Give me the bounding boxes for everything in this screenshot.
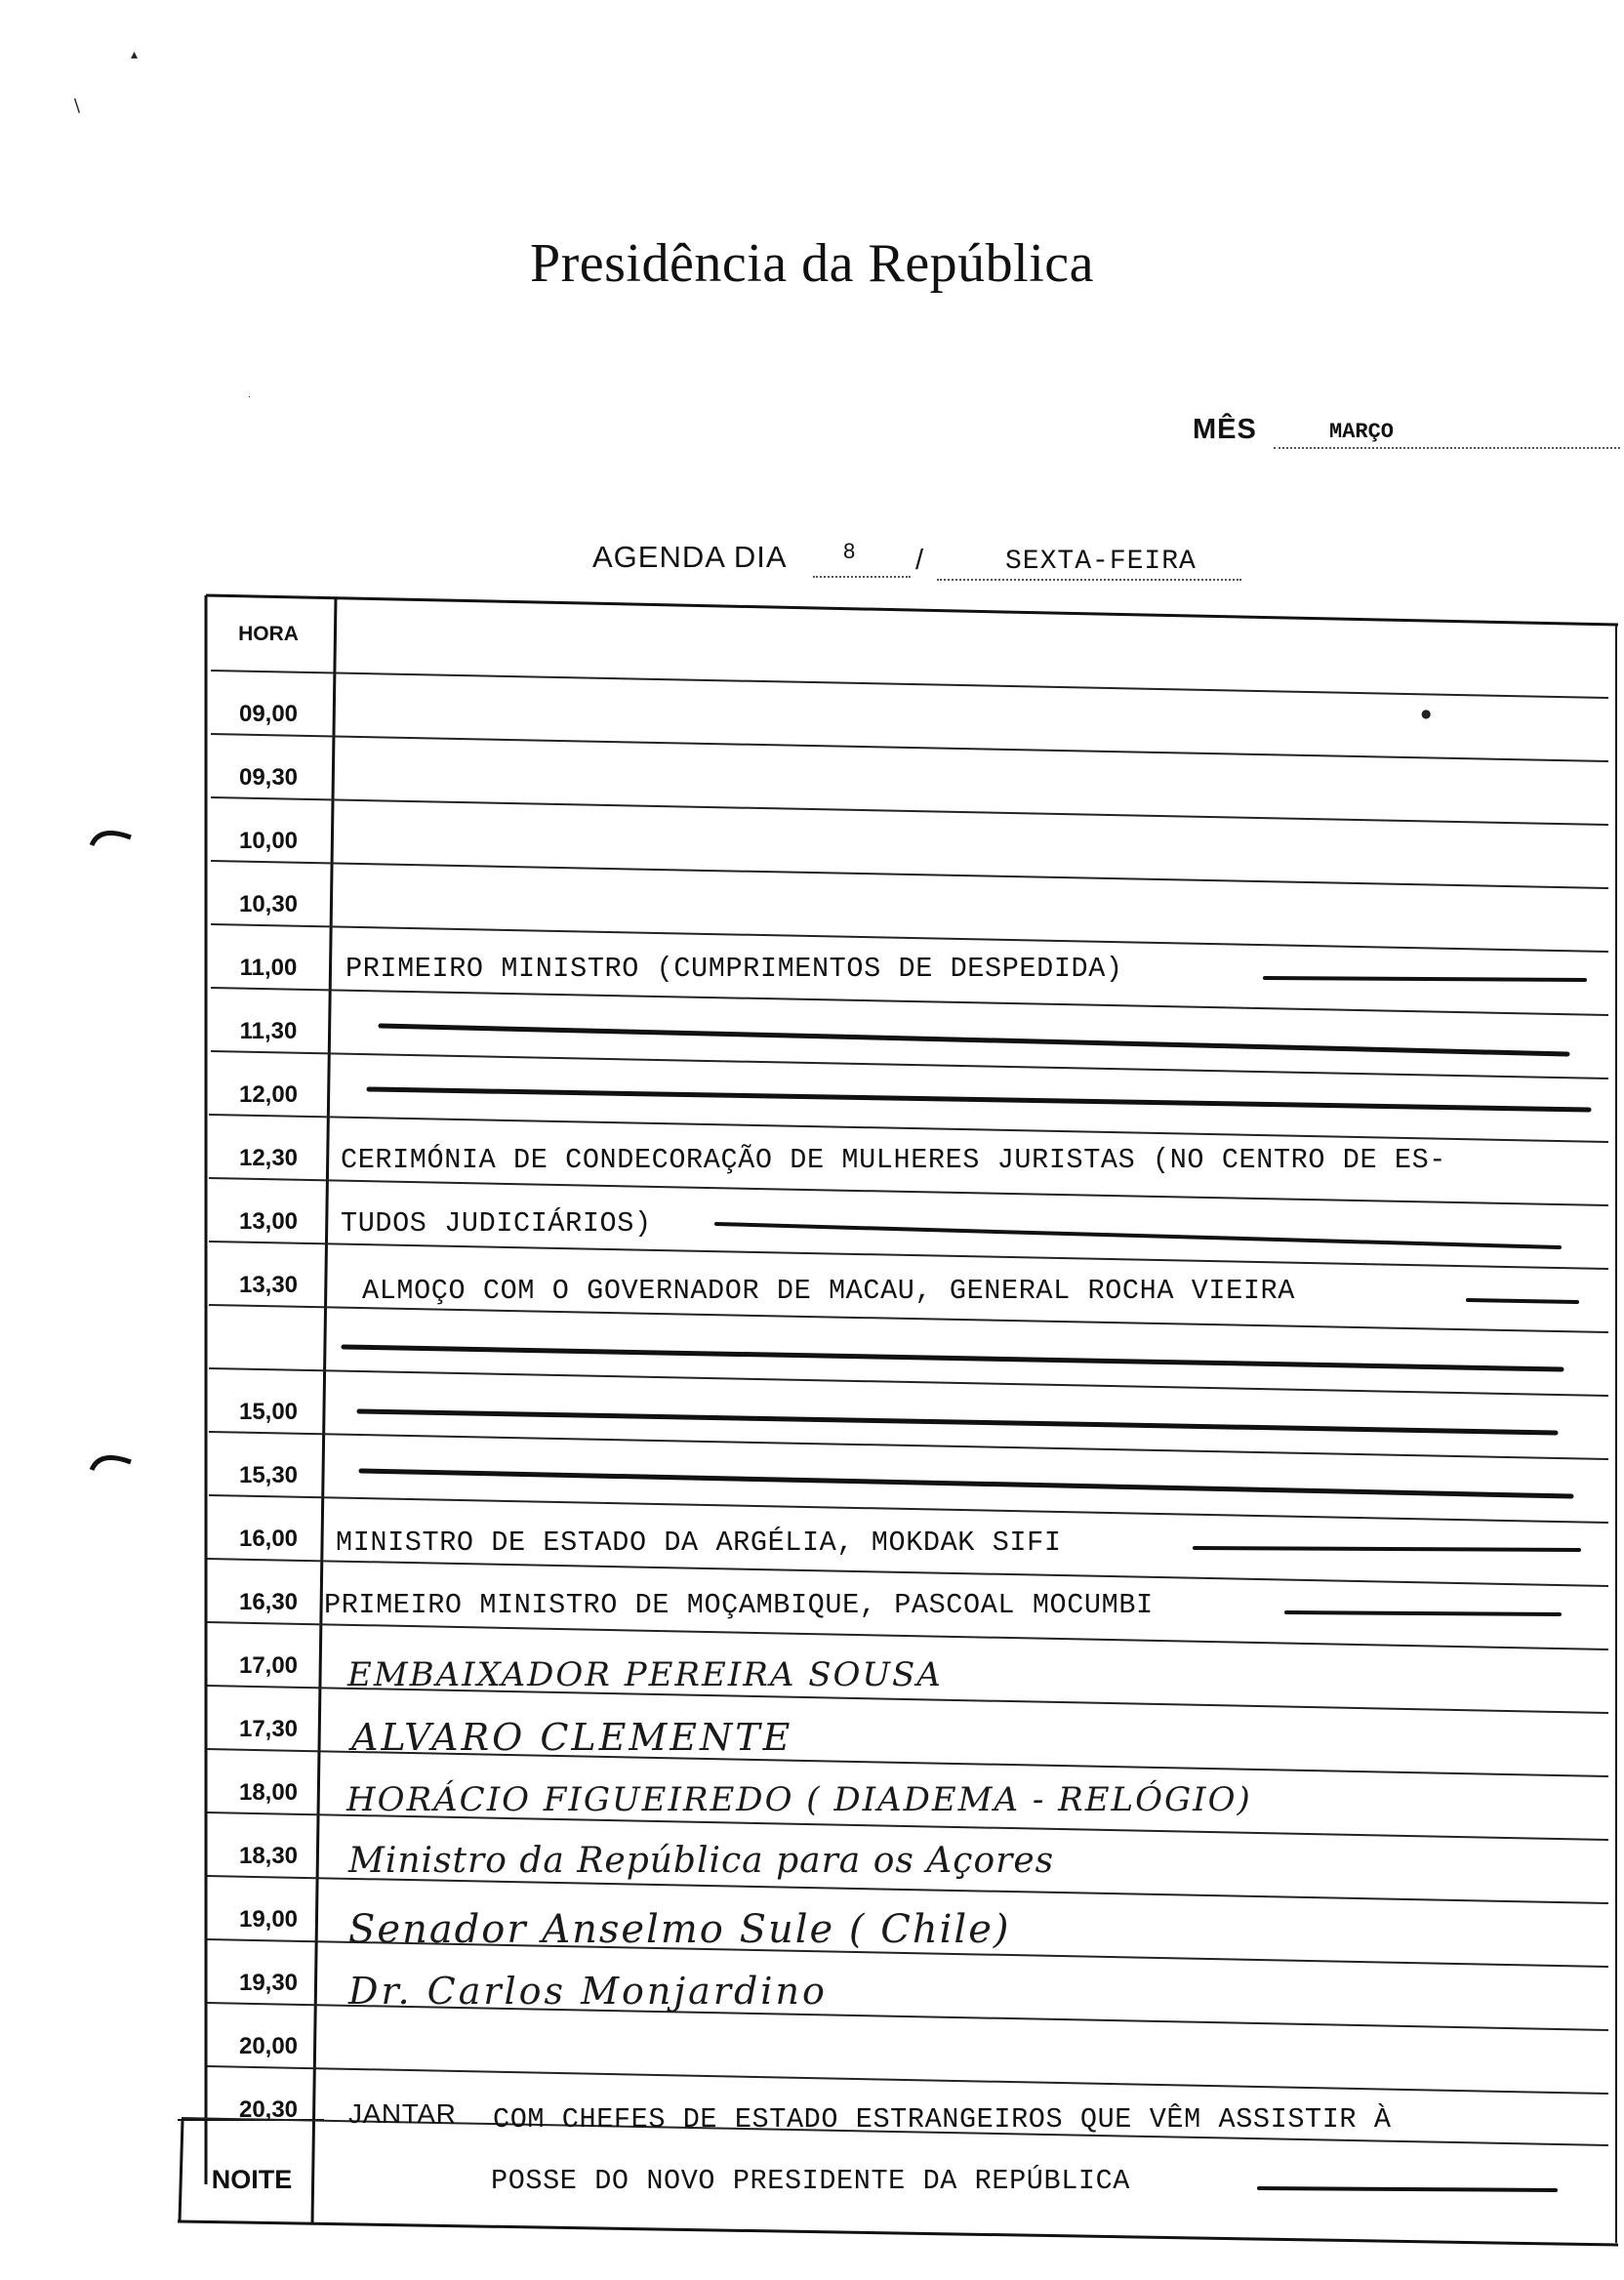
- scan-speck: /: [68, 96, 86, 116]
- agenda-day-label: AGENDA DIA: [592, 540, 788, 574]
- entry-2030: COM CHEFES DE ESTADO ESTRANGEIROS QUE VÊM ASSISTIR À: [493, 2103, 1392, 2136]
- hour-label: 13,00: [238, 1208, 299, 1235]
- hour-label: 16,00: [238, 1526, 299, 1552]
- entry-1230: CERIMÓNIA DE CONDECORAÇÃO DE MULHERES JURISTAS (NO CENTRO DE ES-: [341, 1144, 1446, 1176]
- scan-speck: ▴: [131, 47, 139, 62]
- hour-label: 11,00: [239, 955, 298, 981]
- noite-label: NOITE: [211, 2165, 293, 2194]
- hour-label: 19,00: [238, 1906, 299, 1933]
- hour-label: 18,00: [238, 1779, 299, 1806]
- hour-label: 19,30: [238, 1970, 299, 1996]
- scan-speck: ·: [248, 392, 252, 403]
- weekday: SEXTA-FEIRA: [1005, 547, 1197, 577]
- entry-1630: PRIMEIRO MINISTRO DE MOÇAMBIQUE, PASCOAL MOCUMBI: [324, 1589, 1154, 1621]
- hour-label: 12,30: [238, 1145, 299, 1171]
- hour-label: 13,30: [238, 1272, 299, 1298]
- entry-1330: ALMOÇO COM O GOVERNADOR DE MACAU, GENERAL ROCHA VIEIRA: [362, 1275, 1295, 1307]
- hour-label: 12,00: [238, 1081, 299, 1108]
- hora-header: HORA: [238, 623, 299, 645]
- month-value: MARÇO: [1329, 420, 1395, 444]
- handwritten-1700: EMBAIXADOR PEREIRA SOUSA: [347, 1655, 943, 1694]
- hour-label: 09,00: [238, 701, 299, 727]
- entry-2030-lead: JANTAR: [348, 2098, 457, 2129]
- scan-speck: ●: [1421, 707, 1432, 720]
- hour-label: 17,30: [238, 1716, 299, 1742]
- handwritten-1900: Senador Anselmo Sule ( Chile): [348, 1907, 1011, 1952]
- hour-label: 18,30: [238, 1843, 299, 1869]
- hour-label: 20,30: [238, 2097, 299, 2123]
- hour-label: 16,30: [238, 1589, 299, 1615]
- entry-1600: MINISTRO DE ESTADO DA ARGÉLIA, MOKDAK SIFI: [336, 1527, 1062, 1559]
- hour-label: 15,30: [238, 1462, 299, 1488]
- month-label: MÊS: [1193, 414, 1257, 445]
- hour-label: 09,30: [238, 764, 299, 791]
- entry-1100: PRIMEIRO MINISTRO (CUMPRIMENTOS DE DESPEDIDA): [345, 953, 1123, 985]
- hour-label: 17,00: [238, 1652, 299, 1679]
- day-number: 8: [843, 539, 856, 563]
- entry-1300: TUDOS JUDICIÁRIOS): [341, 1207, 652, 1240]
- hour-label: 10,30: [238, 891, 299, 917]
- hour-label: 11,30: [239, 1018, 298, 1044]
- handwritten-1800: HORÁCIO FIGUEIREDO ( DIADEMA - RELÓGIO): [346, 1780, 1252, 1819]
- handwritten-1830: Ministro da República para os Açores: [348, 1841, 1055, 1881]
- hour-label: 10,00: [238, 828, 299, 854]
- day-separator: /: [915, 545, 924, 576]
- handwritten-1730: ALVARO CLEMENTE: [351, 1716, 793, 1759]
- hour-label: 15,00: [238, 1399, 299, 1425]
- page-title: Presidência da República: [529, 233, 1094, 294]
- handwritten-1930: Dr. Carlos Monjardino: [348, 1970, 828, 2013]
- entry-noite: POSSE DO NOVO PRESIDENTE DA REPÚBLICA: [491, 2165, 1131, 2197]
- hour-label: 20,00: [238, 2033, 299, 2059]
